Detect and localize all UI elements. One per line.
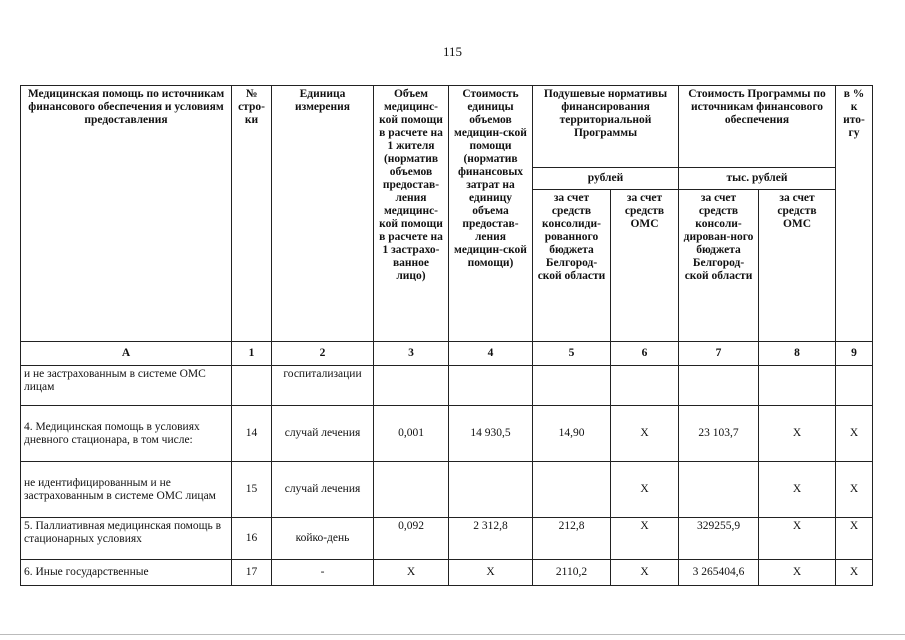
row-budget-cost: 329255,9: [679, 518, 759, 560]
page-bottom-edge: [0, 634, 905, 637]
row-name: и не застрахованным в системе ОМС лицам: [21, 366, 232, 406]
row-oms-per-capita: [611, 366, 679, 406]
row-unit: госпитализации: [272, 366, 374, 406]
row-volume: 0,001: [374, 406, 449, 462]
table-row: [21, 366, 873, 406]
row-percent: [836, 366, 873, 406]
row-oms-cost: X: [759, 462, 836, 518]
row-line: 16: [232, 518, 272, 560]
row-oms-cost: X: [759, 560, 836, 586]
index-cell: 9: [836, 342, 873, 366]
row-volume: [374, 366, 449, 406]
header-unit-thousand-rubles: тыс. рублей: [679, 168, 836, 190]
header-percent: в % к ито-гу: [836, 86, 873, 342]
row-oms-per-capita: X: [611, 462, 679, 518]
row-oms-per-capita: X: [611, 560, 679, 586]
row-budget-per-capita: 14,90: [533, 406, 611, 462]
index-cell: 1: [232, 342, 272, 366]
row-unit-cost: 2 312,8: [449, 518, 533, 560]
row-unit: койко-день: [272, 518, 374, 560]
row-budget-per-capita: 2110,2: [533, 560, 611, 586]
row-name: 5. Паллиативная медицинская помощь в стационарных условиях: [21, 518, 232, 560]
row-name: не идентифицированным и не застрахованным в системе ОМС лицам: [21, 462, 232, 518]
index-cell: 6: [611, 342, 679, 366]
row-oms-cost: X: [759, 406, 836, 462]
row-unit: случай лечения: [272, 406, 374, 462]
row-volume: 0,092: [374, 518, 449, 560]
row-budget-cost: 3 265404,6: [679, 560, 759, 586]
index-cell: 5: [533, 342, 611, 366]
row-oms-cost: X: [759, 518, 836, 560]
table-row: [21, 518, 873, 560]
row-percent: X: [836, 406, 873, 462]
row-name: 6. Иные государственные: [21, 560, 232, 586]
row-percent: X: [836, 518, 873, 560]
row-name: 4. Медицинская помощь в условиях дневного стационара, в том числе:: [21, 406, 232, 462]
header-per-capita-norms: Подушевые нормативы финансирования территориальной Программы: [533, 86, 679, 168]
row-oms-per-capita: X: [611, 406, 679, 462]
header-oms-per-capita: за счет средств ОМС: [611, 190, 679, 342]
header-oms-cost: за счет средств ОМС: [759, 190, 836, 342]
row-volume: [374, 462, 449, 518]
header-unit-rubles: рублей: [533, 168, 679, 190]
index-cell: 4: [449, 342, 533, 366]
header-unit: Единица измерения: [272, 86, 374, 342]
row-budget-per-capita: 212,8: [533, 518, 611, 560]
row-unit-cost: X: [449, 560, 533, 586]
row-budget-cost: 23 103,7: [679, 406, 759, 462]
header-care-type: Медицинская помощь по источникам финансового обеспечения и условиям предоставления: [21, 86, 232, 342]
row-budget-per-capita: [533, 366, 611, 406]
row-line: 14: [232, 406, 272, 462]
row-volume: X: [374, 560, 449, 586]
header-budget-per-capita: за счет средств консолиди-рованного бюджета Белгород-ской области: [533, 190, 611, 342]
header-line-number: № стро-ки: [232, 86, 272, 342]
index-cell: А: [21, 342, 232, 366]
index-cell: 7: [679, 342, 759, 366]
row-percent: X: [836, 560, 873, 586]
row-line: 17: [232, 560, 272, 586]
row-budget-per-capita: [533, 462, 611, 518]
row-unit-cost: [449, 366, 533, 406]
row-unit-cost: [449, 462, 533, 518]
row-unit-cost: 14 930,5: [449, 406, 533, 462]
table-row: [21, 462, 873, 518]
row-budget-cost: [679, 462, 759, 518]
index-cell: 3: [374, 342, 449, 366]
column-index-row: [21, 342, 873, 366]
header-unit-cost: Стоимость единицы объемов медицин-ской помощи (норматив финансовых затрат на единицу объема предостав-ления медицин-ской помощи): [449, 86, 533, 342]
index-cell: 8: [759, 342, 836, 366]
header-budget-cost: за счет средств консоли-дирован-ного бюджета Белгород-ской области: [679, 190, 759, 342]
header-program-cost: Стоимость Программы по источникам финансового обеспечения: [679, 86, 836, 168]
row-unit: -: [272, 560, 374, 586]
page-number: 115: [442, 44, 463, 59]
row-line: 15: [232, 462, 272, 518]
row-oms-cost: [759, 366, 836, 406]
table-row: [21, 406, 873, 462]
header-volume: Объем медицинс-кой помощи в расчете на 1 жителя (норматив объемов предостав-ления медицинс-кой помощи в расчете на 1 застрахо-ванное лицо): [374, 86, 449, 342]
row-unit: случай лечения: [272, 462, 374, 518]
row-oms-per-capita: X: [611, 518, 679, 560]
program-cost-table: [20, 85, 873, 586]
row-percent: X: [836, 462, 873, 518]
row-line: [232, 366, 272, 406]
index-cell: 2: [272, 342, 374, 366]
table-row: [21, 560, 873, 586]
row-budget-cost: [679, 366, 759, 406]
